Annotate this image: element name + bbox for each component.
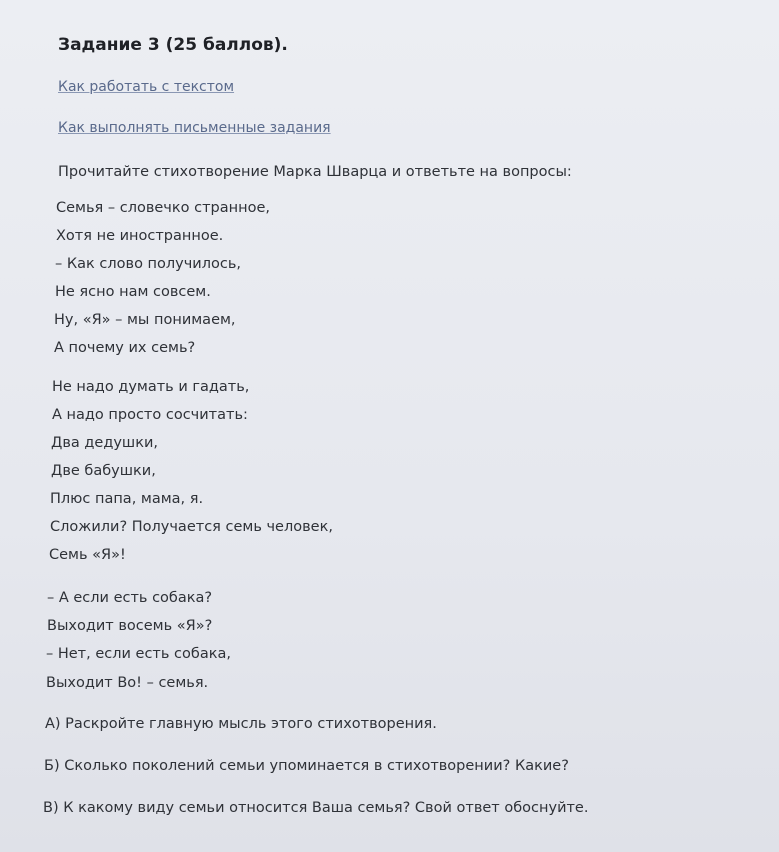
poem-line: Хотя не иностранное. [56, 228, 224, 244]
poem-line: А почему их семь? [54, 340, 196, 356]
poem-line: Семь «Я»! [49, 547, 126, 563]
question-c: В) К какому виду семьи относится Ваша семья? Свой ответ обоснуйте. [43, 800, 589, 816]
task-title: Задание 3 (25 баллов). [58, 35, 288, 55]
poem-line: – А если есть собака? [47, 590, 213, 606]
poem-line: – Как слово получилось, [55, 256, 242, 272]
poem-line: Две бабушки, [51, 463, 156, 479]
poem-line: Выходит Во! – семья. [46, 675, 209, 691]
poem-line: Ну, «Я» – мы понимаем, [54, 312, 236, 328]
question-b: Б) Сколько поколений семьи упоминается в стихотворении? Какие? [44, 758, 569, 774]
poem-line: Сложили? Получается семь человек, [50, 519, 333, 535]
question-a: А) Раскройте главную мысль этого стихотворения. [45, 716, 437, 732]
poem-line: А надо просто сосчитать: [52, 407, 248, 423]
poem-line: Выходит восемь «Я»? [47, 618, 213, 634]
poem-line: Семья – словечко странное, [56, 200, 270, 216]
task-instruction: Прочитайте стихотворение Марка Шварца и ответьте на вопросы: [58, 164, 572, 180]
link-how-to-work-with-text[interactable]: Как работать с текстом [58, 79, 235, 95]
poem-line: Не ясно нам совсем. [55, 284, 211, 300]
poem-line: – Нет, если есть собака, [46, 646, 231, 662]
poem-line: Не надо думать и гадать, [52, 379, 250, 395]
poem-line: Два дедушки, [51, 435, 158, 451]
link-how-to-do-written-tasks[interactable]: Как выполнять письменные задания [58, 120, 331, 136]
poem-line: Плюс папа, мама, я. [50, 491, 204, 507]
